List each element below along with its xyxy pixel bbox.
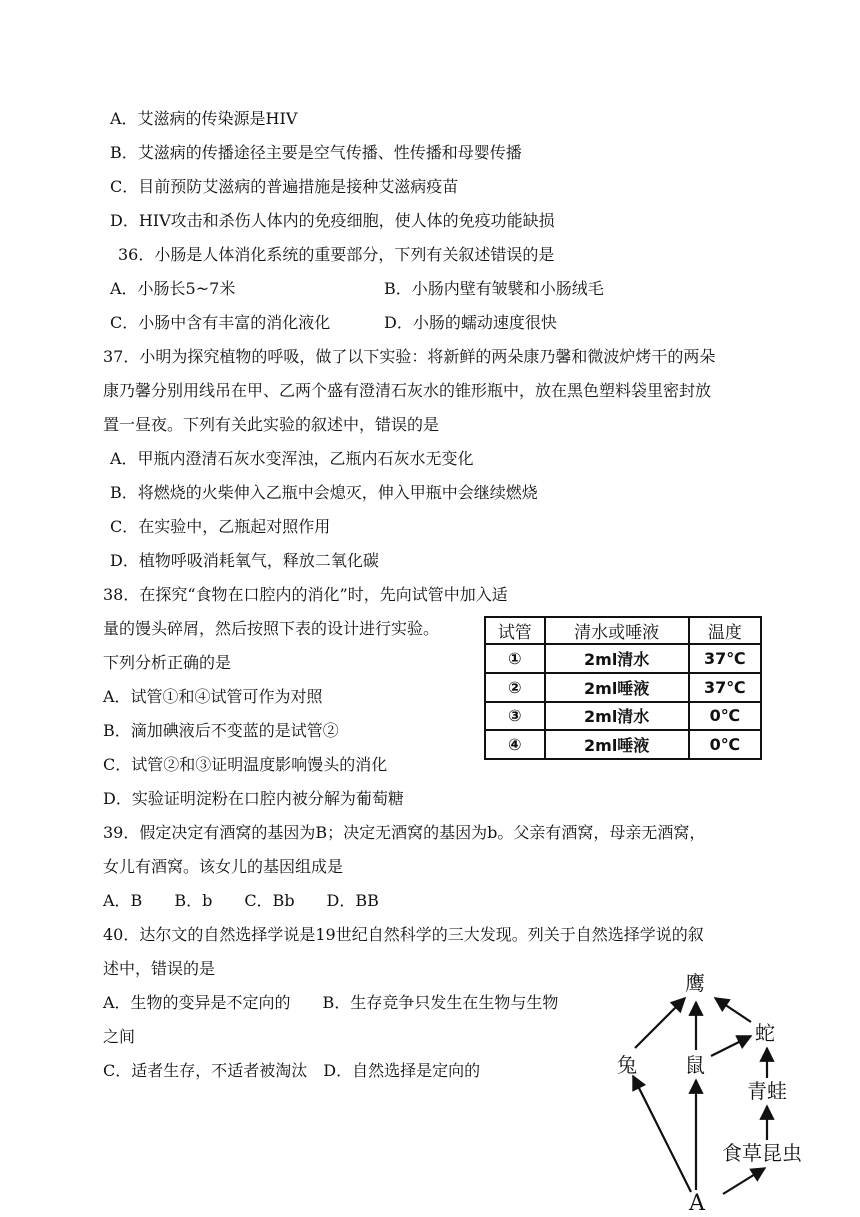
node-snake: 蛇 (755, 1021, 775, 1045)
text-line: C．目前预防艾滋病的普遍措施是接种艾滋病疫苗 (110, 177, 459, 196)
table-cell: ④ (485, 730, 545, 759)
text-line: B．艾滋病的传播途径主要是空气传播、性传播和母婴传播 (110, 143, 522, 162)
arrow-mouse-snake (711, 1036, 751, 1056)
table-cell: ① (485, 644, 545, 673)
table-cell: 2ml清水 (545, 644, 689, 673)
table-row (485, 702, 761, 731)
table-cell: 37℃ (689, 644, 761, 673)
arrow-producer-rabbit (633, 1076, 691, 1192)
text-line: A．艾滋病的传染源是HIV (110, 109, 298, 128)
text-line: 述中，错误的是 (103, 959, 216, 978)
node-producer: A (689, 1191, 705, 1213)
table-row (485, 673, 761, 702)
text-line: D．HIV攻击和杀伤人体内的免疫细胞，使人体的免疫功能缺损 (110, 211, 555, 230)
node-hawk: 鹰 (685, 971, 705, 995)
text-line: C．适者生存，不适者被淘汰 D．自然选择是定向的 (103, 1061, 481, 1080)
table-header-row (485, 617, 761, 644)
text-line: 40．达尔文的自然选择学说是19世纪自然科学的三大发现。列关于自然选择学说的叙 (103, 925, 704, 944)
text-line: 置一昼夜。下列有关此实验的叙述中，错误的是 (103, 415, 440, 434)
text-line: A．生物的变异是不定向的 B．生存竞争只发生在生物与生物 (103, 993, 559, 1012)
node-frog: 青蛙 (747, 1079, 787, 1103)
node-insect: 食草昆虫 (722, 1141, 802, 1165)
text-line: B．滴加碘液后不变蓝的是试管② (103, 721, 339, 740)
text-line: C．试管②和③证明温度影响馒头的消化 (103, 755, 388, 774)
text-line: 之间 (103, 1027, 136, 1046)
header-tube: 试管 (485, 617, 545, 644)
text-line: D．小肠的蠕动速度很快 (384, 313, 557, 332)
header-liquid: 清水或唾液 (545, 617, 689, 644)
text-line: 39．假定决定有酒窝的基因为B；决定无酒窝的基因为b。父亲有酒窝，母亲无酒窝， (103, 823, 706, 842)
text-line: C．小肠中含有丰富的消化液化 (110, 313, 331, 332)
node-mouse: 鼠 (685, 1053, 705, 1077)
node-rabbit: 兔 (617, 1053, 637, 1077)
header-temperature: 温度 (689, 617, 761, 644)
text-line: A．试管①和④试管可作为对照 (103, 687, 323, 706)
text-line: A．B B．b C．Bb D．BB (103, 891, 379, 910)
table-row (485, 730, 761, 759)
text-line: 36．小肠是人体消化系统的重要部分，下列有关叙述错误的是 (118, 245, 555, 264)
table-cell: 2ml唾液 (545, 730, 689, 759)
text-line: 康乃馨分别用线吊在甲、乙两个盛有澄清石灰水的锥形瓶中，放在黑色塑料袋里密封放 (103, 381, 712, 400)
text-line: 女儿有酒窝。该女儿的基因组成是 (103, 857, 344, 876)
arrow-rabbit-hawk (635, 998, 685, 1048)
arrow-producer-insect (723, 1168, 765, 1194)
text-line: D．植物呼吸消耗氧气，释放二氧化碳 (110, 551, 379, 570)
table-cell: 0℃ (689, 730, 761, 759)
arrow-snake-hawk (715, 998, 751, 1022)
text-line: D．实验证明淀粉在口腔内被分解为葡萄糖 (103, 789, 404, 808)
text-line: B．小肠内壁有皱襞和小肠绒毛 (384, 279, 604, 298)
table-cell: 37℃ (689, 673, 761, 702)
table-row (485, 644, 761, 673)
food-web-diagram (605, 968, 820, 1213)
text-line: A．小肠长5~7米 (110, 279, 236, 298)
text-line: 量的馒头碎屑，然后按照下表的设计进行实验。 (103, 619, 440, 638)
experiment-table-container (484, 616, 762, 760)
table-cell: 2ml清水 (545, 702, 689, 731)
text-line: C．在实验中，乙瓶起对照作用 (110, 517, 331, 536)
text-line: B．将燃烧的火柴伸入乙瓶中会熄灭，伸入甲瓶中会继续燃烧 (110, 483, 538, 502)
text-line: 37．小明为探究植物的呼吸，做了以下实验：将新鲜的两朵康乃馨和微波炉烤干的两朵 (103, 347, 716, 366)
table-cell: ② (485, 673, 545, 702)
table-cell: ③ (485, 702, 545, 731)
text-line: 下列分析正确的是 (103, 653, 232, 672)
table-cell: 0℃ (689, 702, 761, 731)
text-line: A．甲瓶内澄清石灰水变浑浊，乙瓶内石灰水无变化 (110, 449, 474, 468)
table-cell: 2ml唾液 (545, 673, 689, 702)
experiment-table (484, 616, 762, 760)
text-line: 38．在探究“食物在口腔内的消化”时，先向试管中加入适 (103, 585, 508, 604)
